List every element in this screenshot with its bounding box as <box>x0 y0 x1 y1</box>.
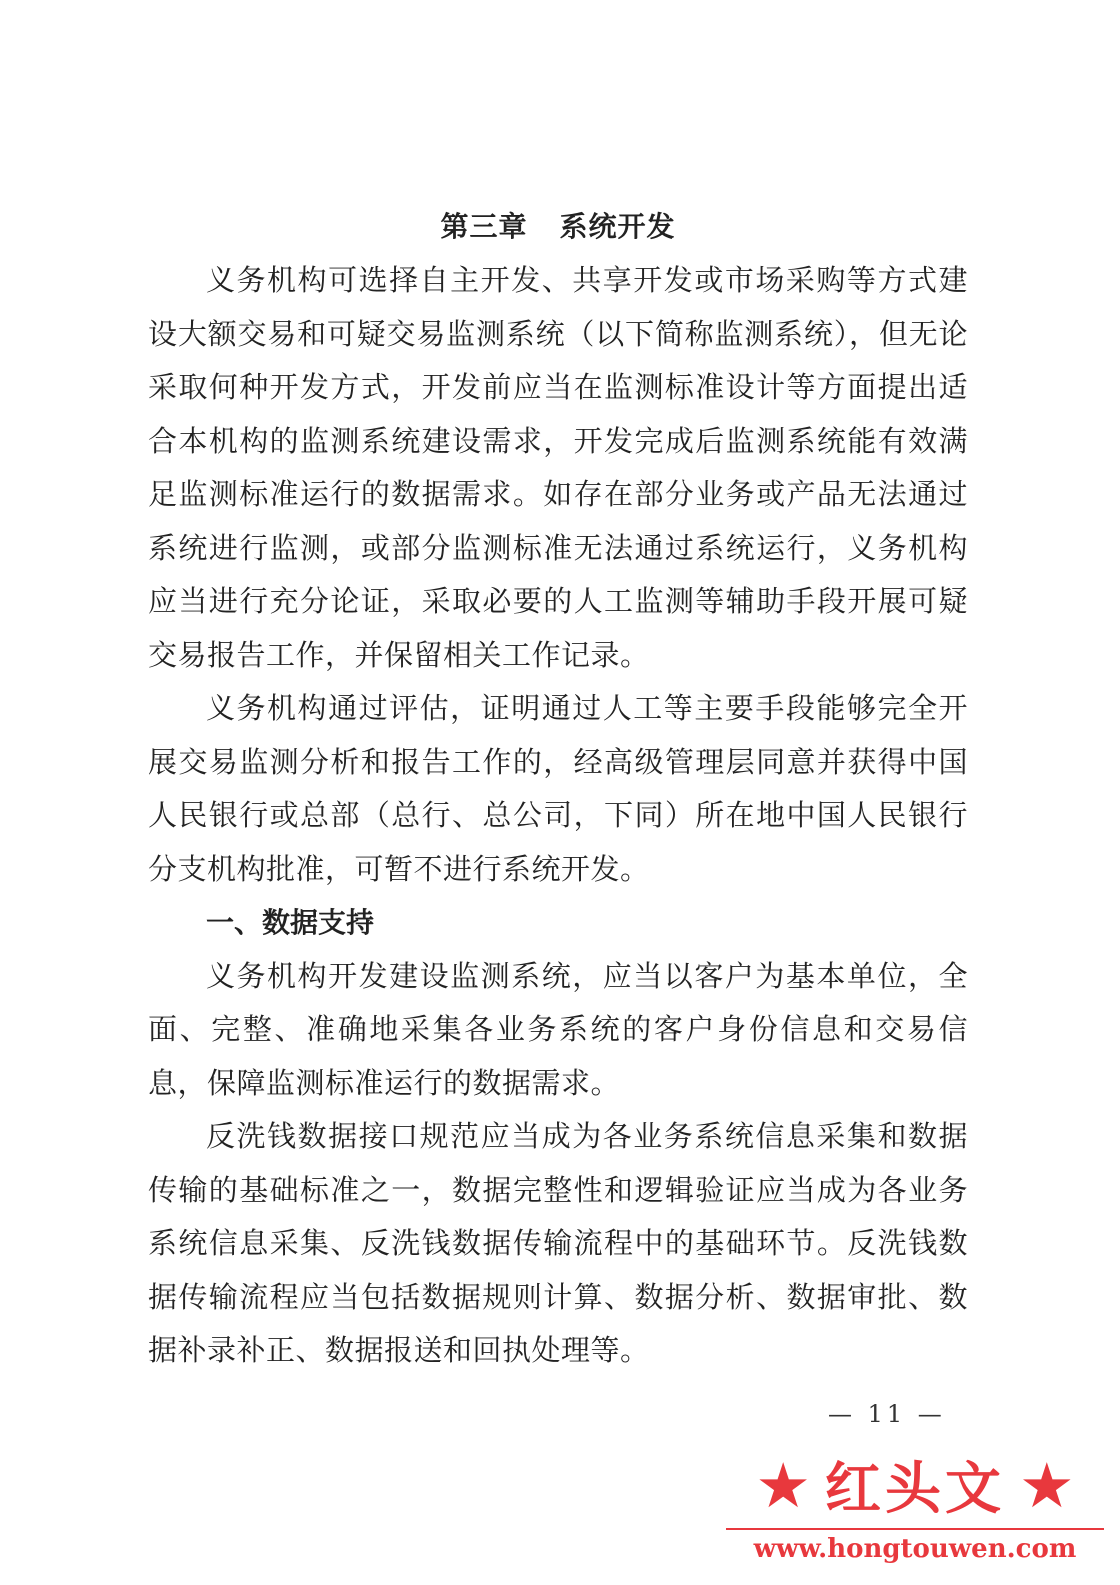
paragraph: 义务机构通过评估，证明通过人工等主要手段能够完全开展交易监测分析和报告工作的，经高级管理层同意并获得中国人民银行或总部（总行、总公司，下同）所在地中国人民银行分支机构批准，可暂不进行系统开发。 <box>148 691 968 886</box>
star-icon: ★ <box>755 1448 811 1522</box>
paragraph: 义务机构可选择自主开发、共享开发或市场采购等方式建设大额交易和可疑交易监测系统（以下简称监测系统），但无论采取何种开发方式，开发前应当在监测标准设计等方面提出适合本机构的监测系统建设需求，开发完成后监测系统能有效满足监测标准运行的数据需求。如存在部分业务或产品无法通过系统进行监测，或部分监测标准无法通过系统运行，义务机构应当进行充分论证，采取必要的人工监测等辅助手段开展可疑交易报告工作，并保留相关工作记录。 <box>148 263 968 672</box>
page-number: — 11 — <box>828 1400 946 1428</box>
watermark-url: www.hongtouwen.com <box>753 1534 1077 1564</box>
watermark-title <box>720 1450 1110 1520</box>
chapter-title <box>148 200 968 254</box>
watermark-text: 红头文 <box>825 1457 1005 1522</box>
chapter-label: 第三章 <box>440 210 528 243</box>
watermark-divider <box>726 1528 1104 1530</box>
paragraph: 反洗钱数据接口规范应当成为各业务系统信息采集和数据传输的基础标准之一，数据完整性和逻辑验证应当成为各业务系统信息采集、反洗钱数据传输流程中的基础环节。反洗钱数据传输流程应当包括数据规则计算、数据分析、数据审批、数据补录补正、数据报送和回执处理等。 <box>148 1119 968 1367</box>
paragraph: 义务机构开发建设监测系统，应当以客户为基本单位，全面、完整、准确地采集各业务系统的客户身份信息和交易信息，保障监测标准运行的数据需求。 <box>148 958 968 1100</box>
section-heading: 一、数据支持 <box>206 906 375 939</box>
star-icon: ★ <box>1019 1448 1075 1522</box>
chapter-name: 系统开发 <box>559 210 676 243</box>
document-page <box>148 200 968 1378</box>
watermark <box>720 1440 1110 1570</box>
